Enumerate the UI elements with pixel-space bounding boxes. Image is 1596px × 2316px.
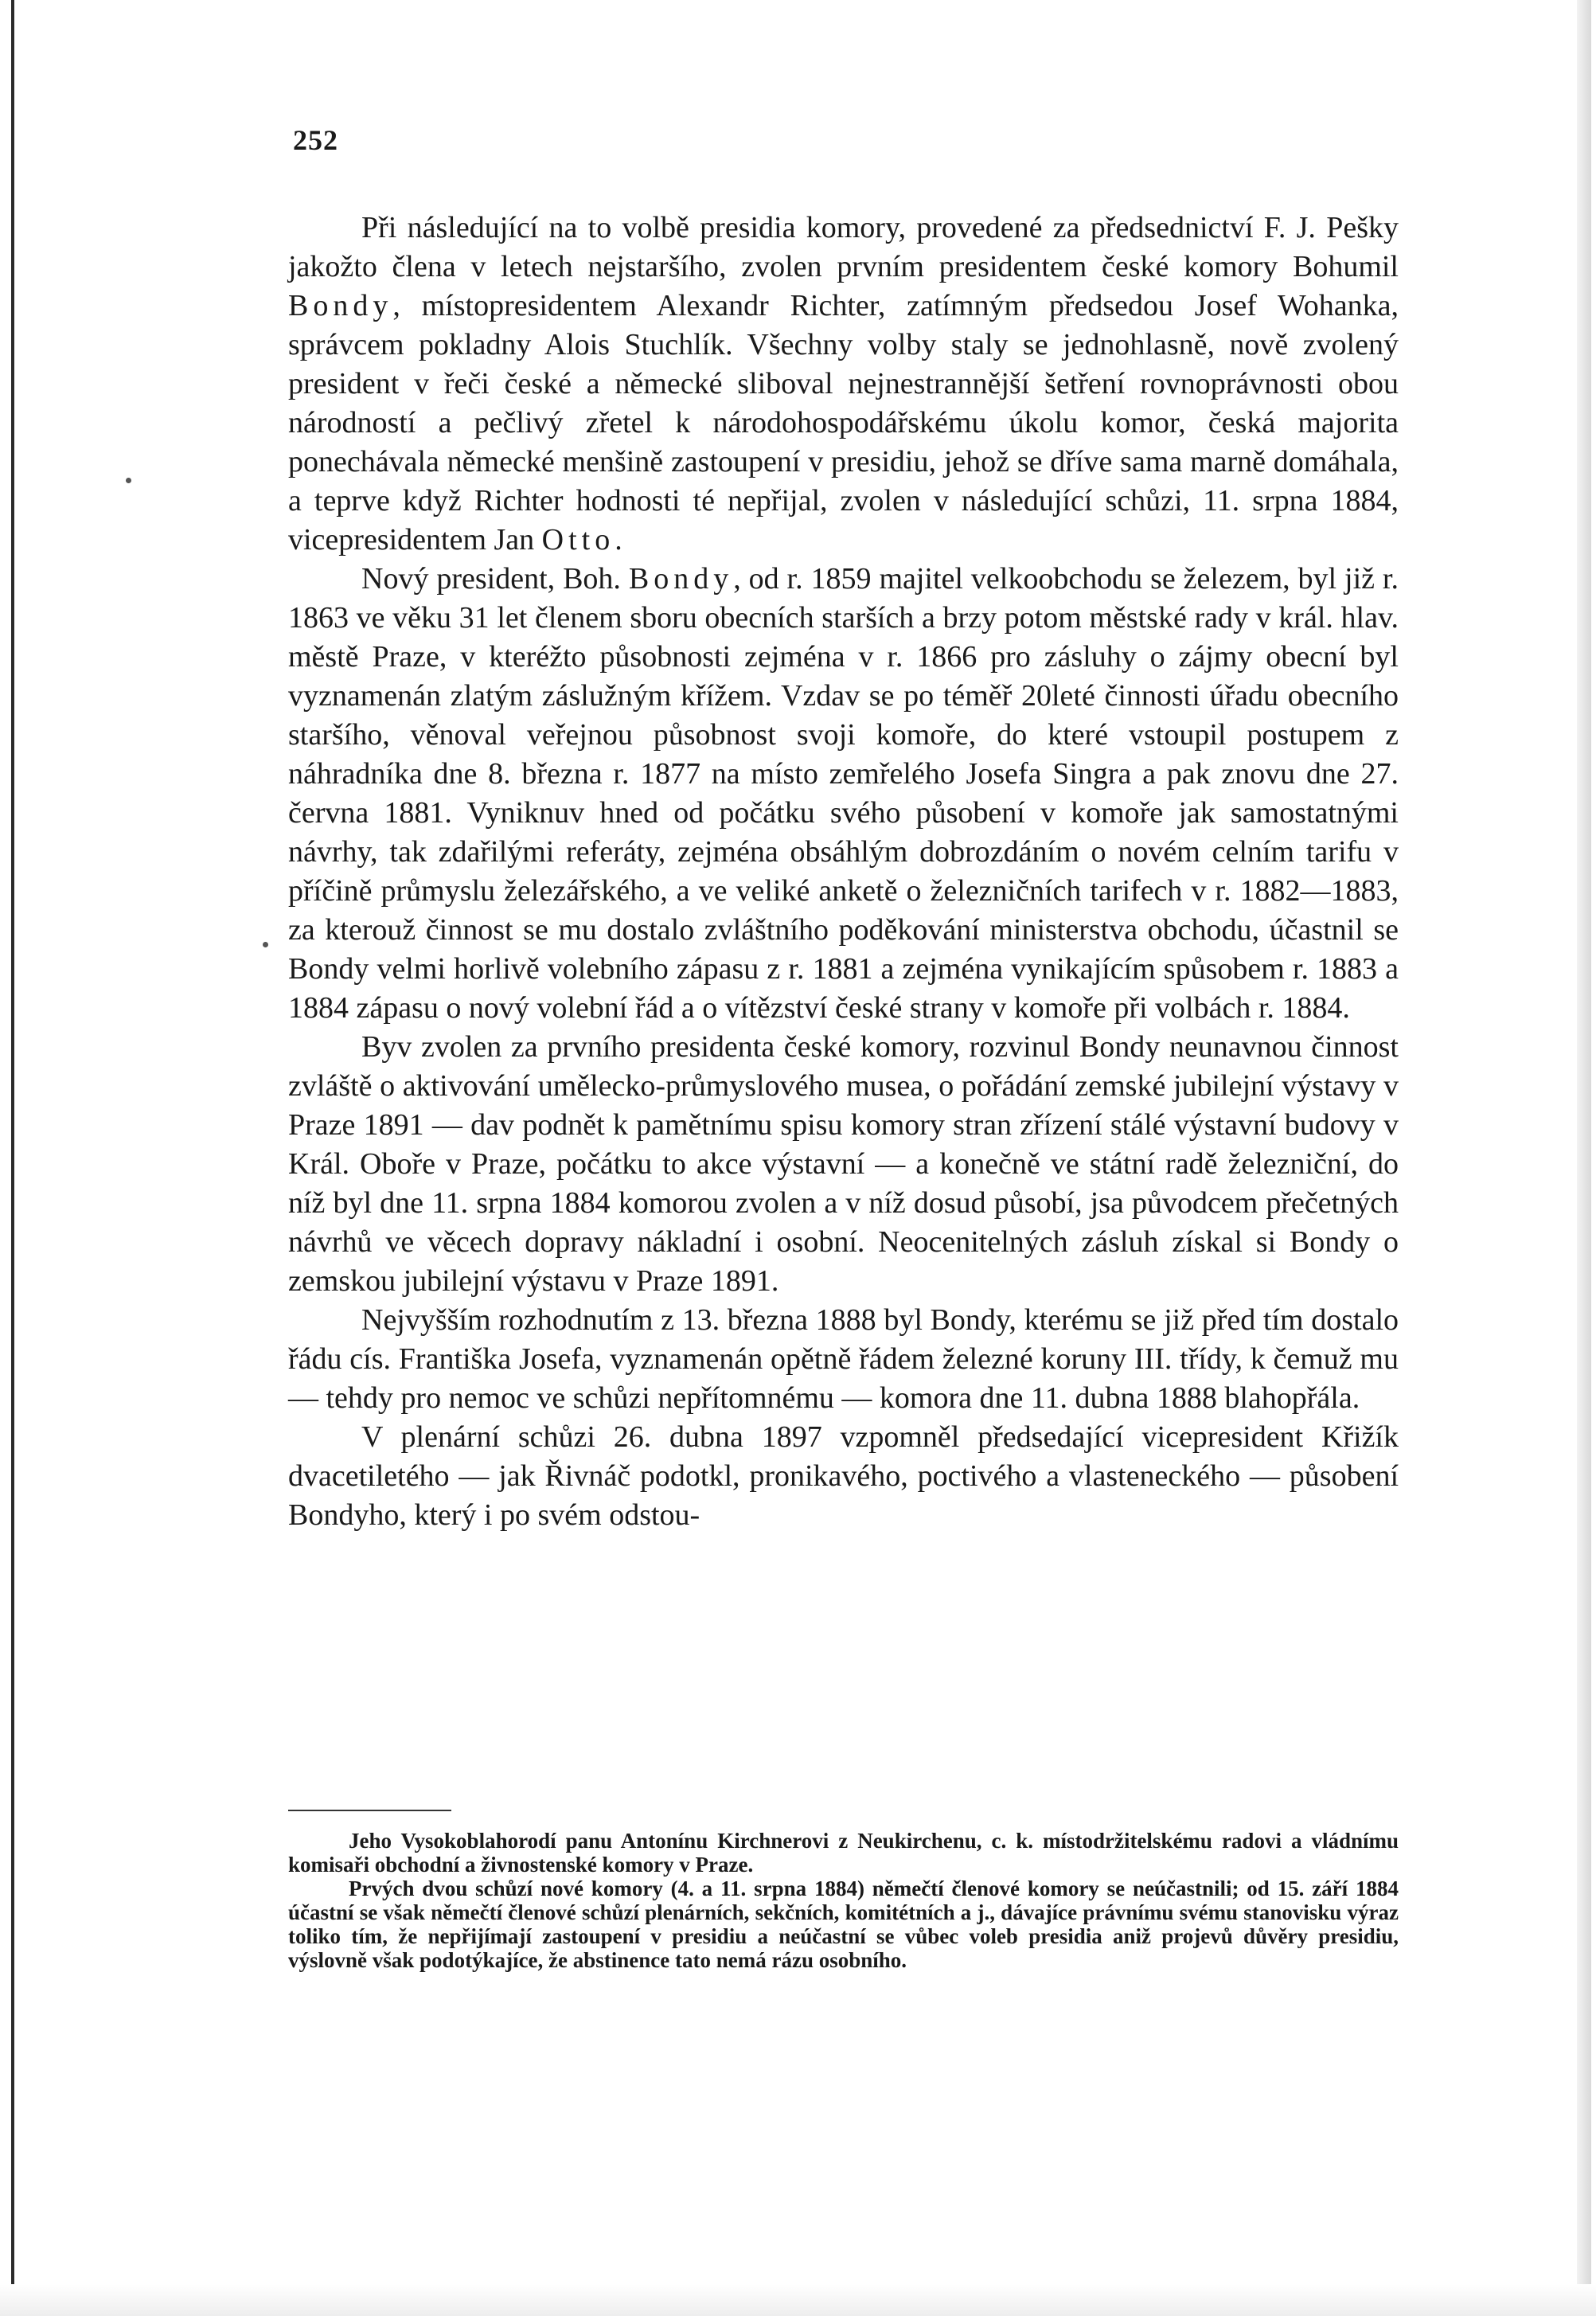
footnote: Jeho Vysokoblahorodí panu Antonínu Kirchnerovi z Neukirchenu, c. k. místodržitelskému radovi a vládnímu komisaři obchodní a živnostenské komory v Praze.	[288, 1829, 1399, 1877]
text-run: Nový president, Boh.	[361, 562, 629, 596]
text-run: V plenární schůzi 26. dubna 1897 vzpomněl předsedající vicepresident Křižík dvacetiletého — jak Řivnáč podotkl, pronikavého, poctivého a vlasteneckého — působení Bondyho, který i po svém odstou-	[288, 1420, 1399, 1532]
paragraph	[288, 1301, 1399, 1418]
spaced-name: Bondy	[628, 562, 734, 596]
text-run: , místopresidentem Alexandr Richter, zatímným předsedou Josef Wohanka, správcem pokladny Alois Stuchlík. Všechny volby staly se jednohlasně, nově zvolený president v řeči české a německé sliboval nejnestrannější šetření rovnoprávnosti obou národností a pečlivý zřetel k národohospodářskému úkolu komor, česká majorita ponechávala německé menšině zastoupení v presidiu, jehož se dříve sama marně domáhala, a teprve když Richter hodnosti té nepřijal, zvolen v následující schůzi, 11. srpna 1884, vicepresidentem Jan	[288, 289, 1399, 557]
text-run: Byv zvolen za prvního presidenta české komory, rozvinul Bondy neunavnou činnost zvláště o aktivování umělecko-průmyslového musea, o pořádání zemské jubilejní výstavy v Praze 1891 — dav podnět k pamětnímu spisu komory stran zřízení stálé výstavní budovy v Král. Oboře v Praze, počátku to akce výstavní — a konečně ve státní radě železniční, do níž byl dne 11. srpna 1884 komorou zvolen a v níž dosud působí, jsa původcem přečetných návrhů ve věcech dopravy nákladní i osobní. Neocenitelných zásluh získal si Bondy o zemskou jubilejní výstavu v Praze 1891.	[288, 1030, 1399, 1298]
spaced-name: Bondy	[288, 289, 393, 322]
paragraph	[288, 209, 1399, 560]
footnotes	[288, 1829, 1399, 1972]
scan-left-edge	[11, 0, 14, 2316]
text-run: Při následující na to volbě presidia komory, provedené za předsednictví F. J. Pešky jakožto člena v letech nejstaršího, zvolen prvním presidentem české komory Bohumil	[288, 211, 1399, 283]
page-number: 252	[293, 124, 338, 156]
text-run: , od r. 1859 majitel velkoobchodu se železem, byl již r. 1863 ve věku 31 let členem sboru obecních starších a brzy potom městské rady v král. hlav. městě Praze, v kteréžto působnosti zejména v r. 1866 pro zásluhy o zájmy obecní byl vyznamenán zlatým záslužným křížem. Vzdav se po téměř 20leté činnosti úřadu obecního staršího, věnoval veřejnou působnost svoji komoře, do které vstoupil postupem z náhradníka dne 8. března r. 1877 na místo zemřelého Josefa Singra a pak znovu dne 27. června 1881. Vyniknuv hned od počátku svého působení v komoře jak samostatnými návrhy, tak zdařilými referáty, zejména obsáhlým dobrozdáním o novém celním tarifu v příčině průmyslu železářského, a ve veliké anketě o železničních tarifech v r. 1882—1883, za kterouž činnost se mu dostalo zvláštního poděkování ministerstva obchodu, účastnil se Bondy velmi horlivě volebního zápasu z r. 1881 a zejména vynikajícím spůsobem r. 1883 a 1884 zápasu o nový volební řád a o vítězství české strany v komoře při volbách r. 1884.	[288, 562, 1399, 1025]
paragraph	[288, 1418, 1399, 1535]
spaced-name: Otto	[541, 523, 615, 557]
scan-right-edge	[1577, 0, 1591, 2316]
text-run: .	[615, 523, 622, 557]
margin-speck	[263, 942, 268, 947]
scan-bottom-edge	[0, 2284, 1596, 2316]
paragraph	[288, 1028, 1399, 1301]
margin-speck	[126, 478, 131, 483]
main-text	[288, 209, 1399, 1535]
footnote-divider	[288, 1810, 451, 1811]
text-run: Nejvyšším rozhodnutím z 13. března 1888 byl Bondy, kterému se již před tím dostalo řádu cís. Františka Josefa, vyznamenán opětně řádem železné koruny III. třídy, k čemuž mu — tehdy pro nemoc ve schůzi nepřítomnému — komora dne 11. dubna 1888 blahopřála.	[288, 1303, 1399, 1415]
footnote: Prvých dvou schůzí nové komory (4. a 11. srpna 1884) němečtí členové komory se neúčastnili; od 15. září 1884 účastní se však němečtí členové schůzí plenárních, sekčních, komitétních a j., dávajíce právnímu svému stanovisku výraz toliko tím, že nepřijímají zastoupení v presidiu a neúčastní se vůbec voleb presidia aniž projevů důvěry presidiu, výslovně však podotýkajíce, že abstinence tato nemá rázu osobního.	[288, 1877, 1399, 1972]
paragraph	[288, 560, 1399, 1028]
